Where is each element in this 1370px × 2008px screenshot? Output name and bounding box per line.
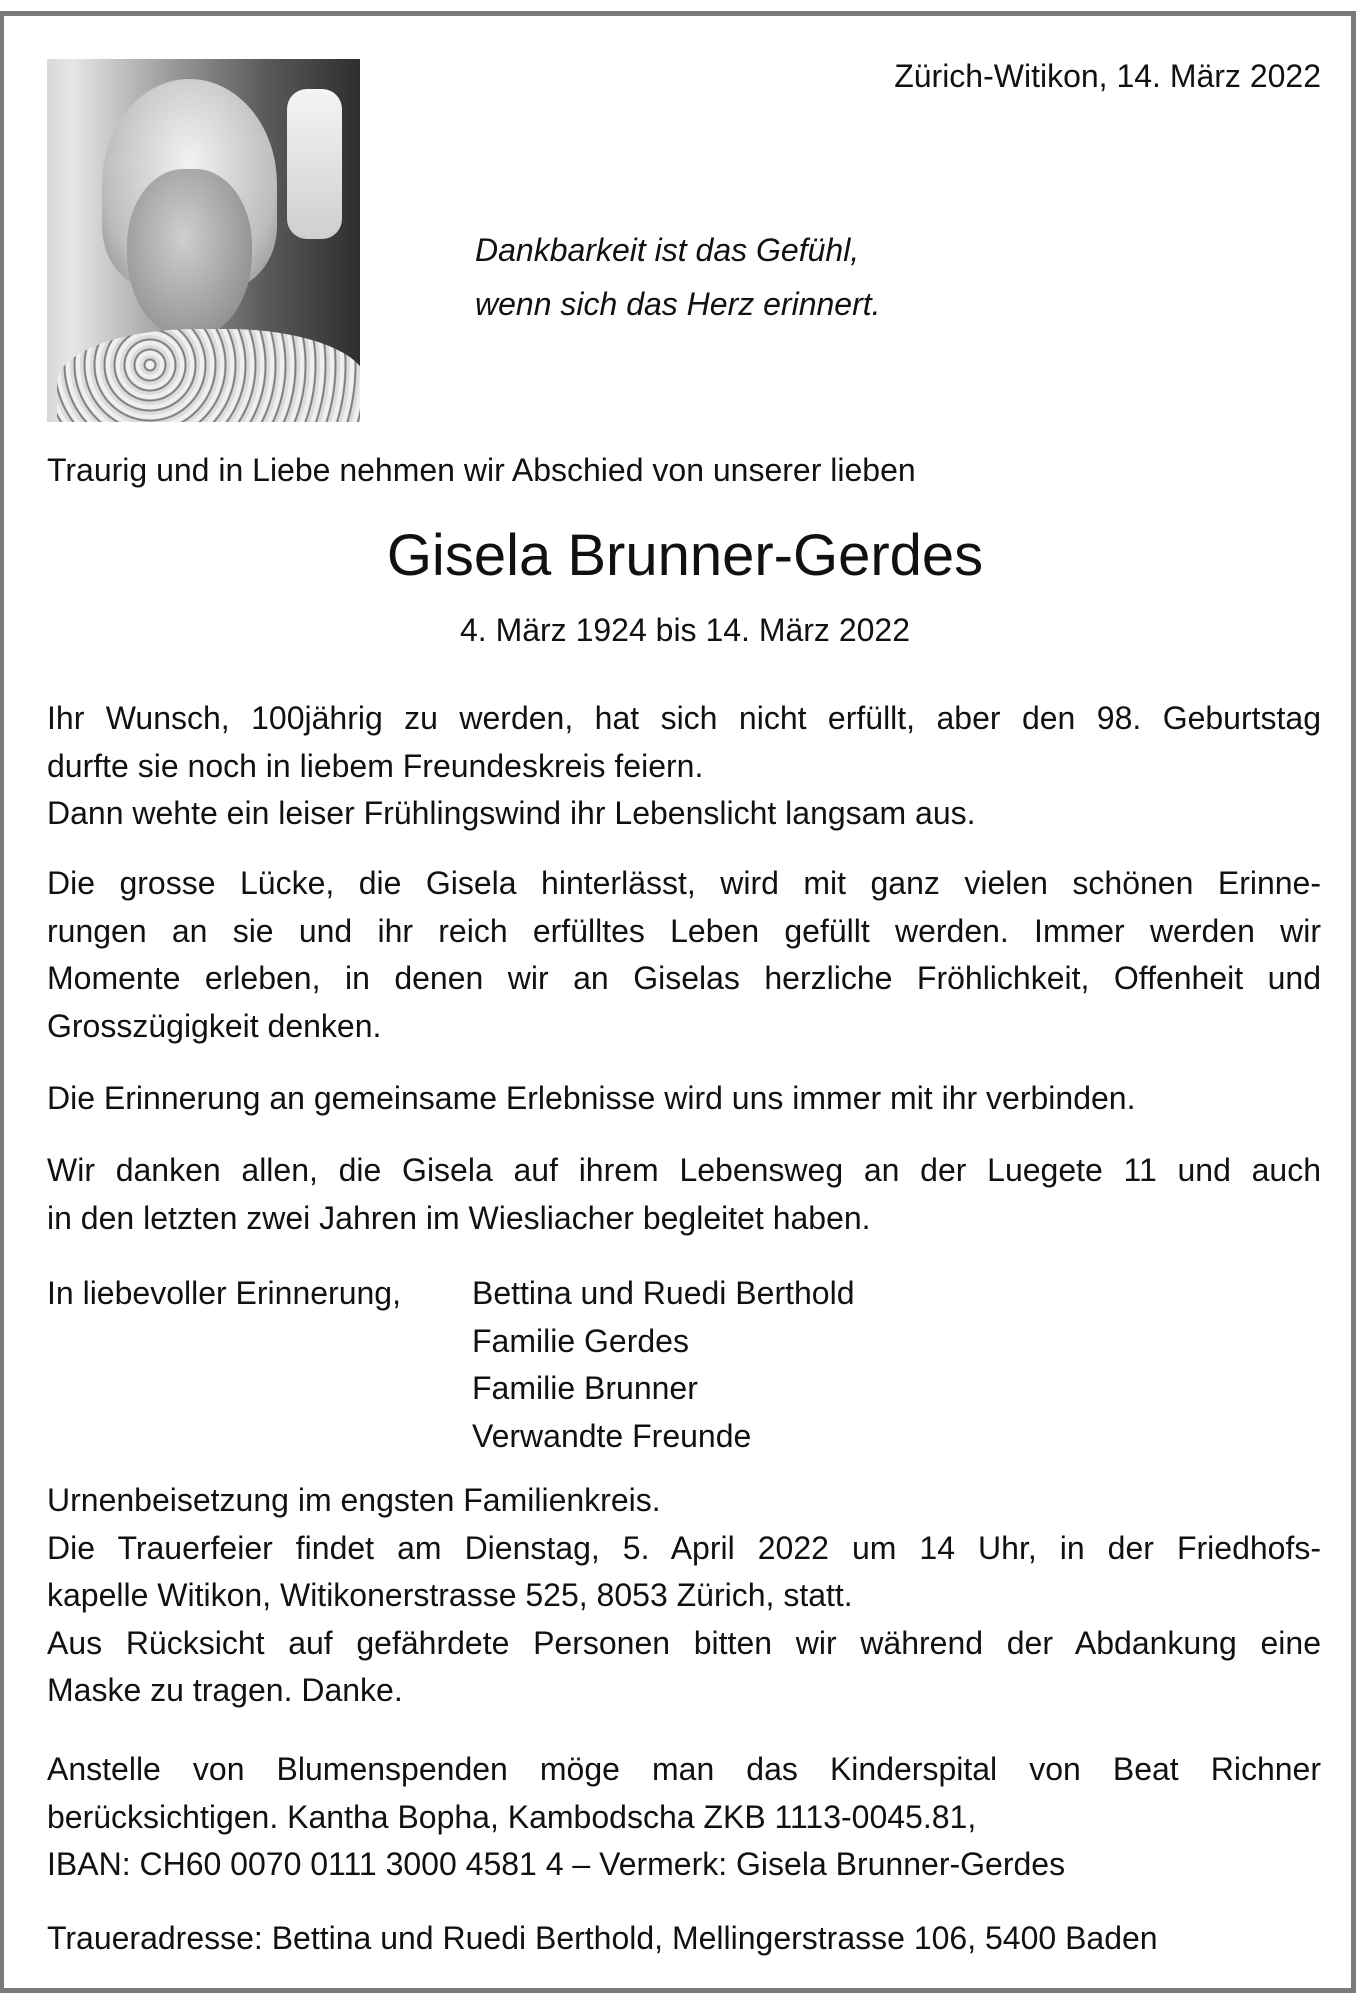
text-line: Traueradresse: Bettina und Ruedi Berthold, Mellingerstrasse 106, 5400 Baden <box>47 1920 1158 1956</box>
text-line: Ihr Wunsch, 100jährig zu werden, hat sich nicht erfüllt, aber den 98. Geburtstag <box>47 700 1321 736</box>
text-line: Die Trauerfeier findet am Dienstag, 5. April 2022 um 14 Uhr, in der Friedhofs- <box>47 1529 1321 1566</box>
text-line: Dann wehte ein leiser Frühlingswind ihr Lebenslicht langsam aus. <box>47 795 976 831</box>
paragraph <box>47 1147 1321 1242</box>
signature-name: Verwandte Freunde <box>472 1417 752 1454</box>
paragraph <box>47 1477 1321 1715</box>
text-line: IBAN: CH60 0070 0111 3000 4581 4 – Vermerk: Gisela Brunner-Gerdes <box>47 1846 1066 1882</box>
text-line: Aus Rücksicht auf gefährdete Personen bitten wir während der Abdankung eine <box>47 1624 1321 1661</box>
life-dates: 4. März 1924 bis 14. März 2022 <box>459 612 910 648</box>
paragraph <box>47 1746 1321 1889</box>
signature-name: Familie Gerdes <box>472 1322 689 1359</box>
text-line: Maske zu tragen. Danke. <box>47 1672 403 1708</box>
signature-name: Bettina und Ruedi Berthold <box>472 1275 855 1311</box>
text-line: Die Erinnerung an gemeinsame Erlebnisse wird uns immer mit ihr verbinden. <box>47 1080 1136 1116</box>
text-line: berücksichtigen. Kantha Bopha, Kambodscha ZKB 1113-0045.81, <box>47 1798 977 1835</box>
quote-line-1: Dankbarkeit ist das Gefühl, <box>475 232 860 268</box>
text-line: Momente erleben, in denen wir an Giselas herzliche Fröhlichkeit, Offenheit und <box>47 960 1321 996</box>
paragraph <box>47 860 1321 1050</box>
paragraph <box>47 1075 1321 1123</box>
paragraph <box>47 695 1321 838</box>
portrait-photo <box>47 59 360 422</box>
signature-names <box>472 1270 854 1460</box>
quote-line-2: wenn sich das Herz erinnert. <box>475 286 881 322</box>
text-line: Die grosse Lücke, die Gisela hinterlässt, wird mit ganz vielen schönen Erinne- <box>47 865 1321 901</box>
text-line: Urnenbeisetzung im engsten Familienkreis. <box>47 1482 661 1518</box>
photo-face <box>127 169 252 339</box>
photo-shirt <box>57 329 360 422</box>
text-line: Wir danken allen, die Gisela auf ihrem Lebensweg an der Luegete 11 und auch <box>47 1152 1321 1188</box>
intro-text: Traurig und in Liebe nehmen wir Abschied von unserer lieben <box>47 452 916 488</box>
photo-background-cups <box>287 89 342 239</box>
text-line: rungen an sie und ihr reich erfülltes Leben gefüllt werden. Immer werden wir <box>47 912 1321 949</box>
place-date: Zürich-Witikon, 14. März 2022 <box>894 58 1321 94</box>
text-line: Anstelle von Blumenspenden möge man das Kinderspital von Beat Richner <box>47 1751 1321 1787</box>
deceased-name: Gisela Brunner-Gerdes <box>386 523 984 588</box>
paragraph <box>47 1915 1321 1963</box>
text-line: durfte sie noch in liebem Freundeskreis feiern. <box>47 747 704 784</box>
text-line: Grosszügigkeit denken. <box>47 1007 382 1044</box>
signature-name: Familie Brunner <box>472 1370 698 1406</box>
signature-label: In liebevoller Erinnerung, <box>47 1275 401 1311</box>
text-line: kapelle Witikon, Witikonerstrasse 525, 8053 Zürich, statt. <box>47 1577 853 1613</box>
text-line: in den letzten zwei Jahren im Wiesliacher begleitet haben. <box>47 1199 871 1236</box>
